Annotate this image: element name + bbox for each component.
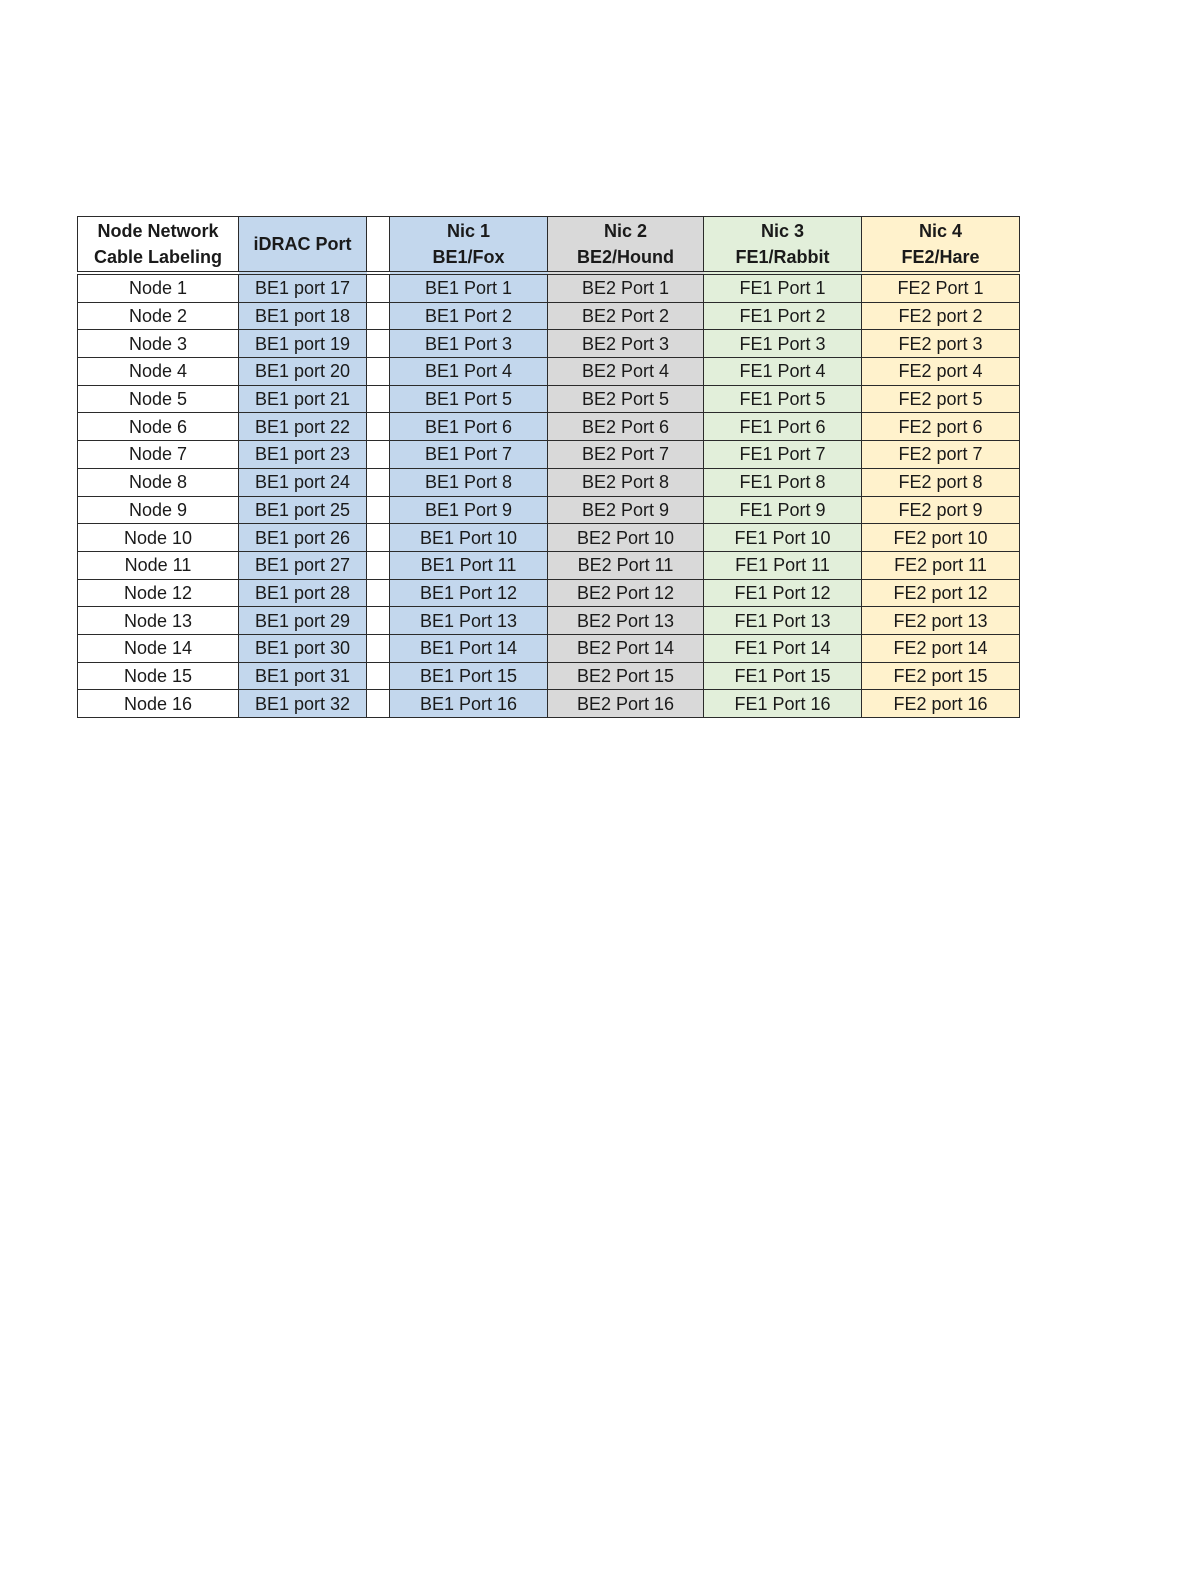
cell-spacer (367, 634, 390, 662)
cell-idrac-port: BE1 port 30 (239, 634, 367, 662)
header-text: FE1/Rabbit (735, 247, 830, 267)
table-row (78, 413, 1020, 441)
cell-nic-2: BE2 Port 3 (548, 330, 704, 358)
cell-nic-2: BE2 Port 14 (548, 634, 704, 662)
cell-nic-3: FE1 Port 13 (704, 607, 862, 635)
header-nic-4 (862, 217, 1020, 274)
table-row (78, 358, 1020, 386)
cell-spacer (367, 524, 390, 552)
cell-nic-3: FE1 Port 3 (704, 330, 862, 358)
cell-idrac-port: BE1 port 19 (239, 330, 367, 358)
cell-node: Node 16 (78, 690, 239, 718)
cell-nic-1: BE1 Port 4 (390, 358, 548, 386)
cell-nic-2: BE2 Port 10 (548, 524, 704, 552)
header-text: Cable Labeling (93, 247, 223, 267)
cell-nic-4: FE2 port 13 (862, 607, 1020, 635)
cell-spacer (367, 385, 390, 413)
cell-node: Node 13 (78, 607, 239, 635)
cell-node: Node 10 (78, 524, 239, 552)
header-nic-1 (390, 217, 548, 274)
cell-nic-2: BE2 Port 9 (548, 496, 704, 524)
cell-nic-3: FE1 Port 4 (704, 358, 862, 386)
cell-node: Node 8 (78, 468, 239, 496)
table-row (78, 634, 1020, 662)
cell-nic-4: FE2 port 15 (862, 662, 1020, 690)
cell-spacer (367, 607, 390, 635)
cell-nic-1: BE1 Port 8 (390, 468, 548, 496)
cell-node: Node 4 (78, 358, 239, 386)
cell-nic-2: BE2 Port 13 (548, 607, 704, 635)
cell-nic-1: BE1 Port 12 (390, 579, 548, 607)
cell-node: Node 15 (78, 662, 239, 690)
table-row (78, 579, 1020, 607)
cell-nic-3: FE1 Port 1 (704, 273, 862, 302)
table-row (78, 662, 1020, 690)
cell-idrac-port: BE1 port 20 (239, 358, 367, 386)
table-row (78, 496, 1020, 524)
cell-spacer (367, 330, 390, 358)
cell-idrac-port: BE1 port 23 (239, 441, 367, 469)
header-nic-3 (704, 217, 862, 274)
header-text: Nic 1 (446, 221, 491, 241)
header-node-network (78, 217, 239, 274)
table-row (78, 690, 1020, 718)
cell-idrac-port: BE1 port 25 (239, 496, 367, 524)
header-spacer (367, 217, 390, 274)
cell-nic-1: BE1 Port 11 (390, 551, 548, 579)
cell-spacer (367, 358, 390, 386)
cell-nic-1: BE1 Port 6 (390, 413, 548, 441)
cell-node: Node 5 (78, 385, 239, 413)
cell-nic-4: FE2 port 3 (862, 330, 1020, 358)
cell-spacer (367, 441, 390, 469)
cable-labeling-table-container (77, 216, 1020, 718)
cell-spacer (367, 496, 390, 524)
cell-nic-1: BE1 Port 14 (390, 634, 548, 662)
table-row (78, 302, 1020, 330)
cell-nic-1: BE1 Port 16 (390, 690, 548, 718)
cell-nic-3: FE1 Port 11 (704, 551, 862, 579)
cell-node: Node 14 (78, 634, 239, 662)
cell-node: Node 12 (78, 579, 239, 607)
cell-nic-2: BE2 Port 15 (548, 662, 704, 690)
cell-nic-4: FE2 port 12 (862, 579, 1020, 607)
header-idrac-port (239, 217, 367, 274)
header-text: Node Network (97, 221, 219, 241)
cell-nic-3: FE1 Port 8 (704, 468, 862, 496)
cell-spacer (367, 273, 390, 302)
cell-nic-1: BE1 Port 5 (390, 385, 548, 413)
cell-spacer (367, 468, 390, 496)
cell-idrac-port: BE1 port 21 (239, 385, 367, 413)
table-row (78, 524, 1020, 552)
table-row (78, 468, 1020, 496)
cable-labeling-table (77, 216, 1020, 718)
cell-nic-4: FE2 port 16 (862, 690, 1020, 718)
cell-idrac-port: BE1 port 22 (239, 413, 367, 441)
cell-nic-2: BE2 Port 1 (548, 273, 704, 302)
cell-nic-4: FE2 port 8 (862, 468, 1020, 496)
cell-nic-2: BE2 Port 12 (548, 579, 704, 607)
cell-idrac-port: BE1 port 18 (239, 302, 367, 330)
cell-nic-3: FE1 Port 6 (704, 413, 862, 441)
header-text: Nic 4 (918, 221, 963, 241)
header-text: BE2/Hound (577, 247, 674, 267)
cell-nic-4: FE2 port 9 (862, 496, 1020, 524)
cell-nic-4: FE2 port 6 (862, 413, 1020, 441)
header-text: Nic 2 (603, 221, 648, 241)
table-row (78, 273, 1020, 302)
header-row (78, 217, 1020, 274)
table-row (78, 551, 1020, 579)
cell-nic-3: FE1 Port 12 (704, 579, 862, 607)
cell-idrac-port: BE1 port 29 (239, 607, 367, 635)
cell-nic-3: FE1 Port 15 (704, 662, 862, 690)
cell-node: Node 7 (78, 441, 239, 469)
cell-spacer (367, 413, 390, 441)
cell-node: Node 11 (78, 551, 239, 579)
cell-idrac-port: BE1 port 31 (239, 662, 367, 690)
table-row (78, 330, 1020, 358)
cell-nic-2: BE2 Port 4 (548, 358, 704, 386)
header-text: BE1/Fox (432, 247, 505, 267)
table-row (78, 441, 1020, 469)
cell-idrac-port: BE1 port 17 (239, 273, 367, 302)
cell-nic-4: FE2 port 11 (862, 551, 1020, 579)
table-row (78, 607, 1020, 635)
cell-nic-2: BE2 Port 7 (548, 441, 704, 469)
cell-nic-2: BE2 Port 11 (548, 551, 704, 579)
cell-spacer (367, 551, 390, 579)
cell-nic-1: BE1 Port 3 (390, 330, 548, 358)
cell-nic-3: FE1 Port 10 (704, 524, 862, 552)
cell-spacer (367, 662, 390, 690)
cell-nic-4: FE2 port 7 (862, 441, 1020, 469)
cell-nic-4: FE2 port 2 (862, 302, 1020, 330)
cell-node: Node 2 (78, 302, 239, 330)
cell-nic-1: BE1 Port 7 (390, 441, 548, 469)
cell-nic-3: FE1 Port 2 (704, 302, 862, 330)
cell-nic-2: BE2 Port 2 (548, 302, 704, 330)
cell-nic-3: FE1 Port 16 (704, 690, 862, 718)
header-nic-2 (548, 217, 704, 274)
header-text: FE2/Hare (901, 247, 980, 267)
cell-nic-2: BE2 Port 6 (548, 413, 704, 441)
cell-nic-1: BE1 Port 10 (390, 524, 548, 552)
cell-nic-4: FE2 port 5 (862, 385, 1020, 413)
cell-idrac-port: BE1 port 24 (239, 468, 367, 496)
cell-nic-4: FE2 port 14 (862, 634, 1020, 662)
cell-idrac-port: BE1 port 26 (239, 524, 367, 552)
cell-nic-3: FE1 Port 7 (704, 441, 862, 469)
cell-nic-3: FE1 Port 9 (704, 496, 862, 524)
cell-node: Node 9 (78, 496, 239, 524)
cell-nic-1: BE1 Port 1 (390, 273, 548, 302)
cell-node: Node 6 (78, 413, 239, 441)
cell-nic-3: FE1 Port 5 (704, 385, 862, 413)
cell-node: Node 3 (78, 330, 239, 358)
cell-nic-4: FE2 port 10 (862, 524, 1020, 552)
table-body (78, 273, 1020, 718)
cell-nic-1: BE1 Port 9 (390, 496, 548, 524)
cell-nic-2: BE2 Port 5 (548, 385, 704, 413)
cell-nic-4: FE2 Port 1 (862, 273, 1020, 302)
cell-nic-2: BE2 Port 8 (548, 468, 704, 496)
cell-nic-2: BE2 Port 16 (548, 690, 704, 718)
cell-idrac-port: BE1 port 28 (239, 579, 367, 607)
cell-nic-1: BE1 Port 15 (390, 662, 548, 690)
header-text: Nic 3 (760, 221, 805, 241)
cell-node: Node 1 (78, 273, 239, 302)
cell-spacer (367, 302, 390, 330)
cell-idrac-port: BE1 port 27 (239, 551, 367, 579)
cell-idrac-port: BE1 port 32 (239, 690, 367, 718)
cell-nic-3: FE1 Port 14 (704, 634, 862, 662)
cell-nic-1: BE1 Port 13 (390, 607, 548, 635)
table-row (78, 385, 1020, 413)
cell-spacer (367, 690, 390, 718)
header-text: iDRAC Port (253, 234, 352, 254)
cell-spacer (367, 579, 390, 607)
cell-nic-1: BE1 Port 2 (390, 302, 548, 330)
cell-nic-4: FE2 port 4 (862, 358, 1020, 386)
